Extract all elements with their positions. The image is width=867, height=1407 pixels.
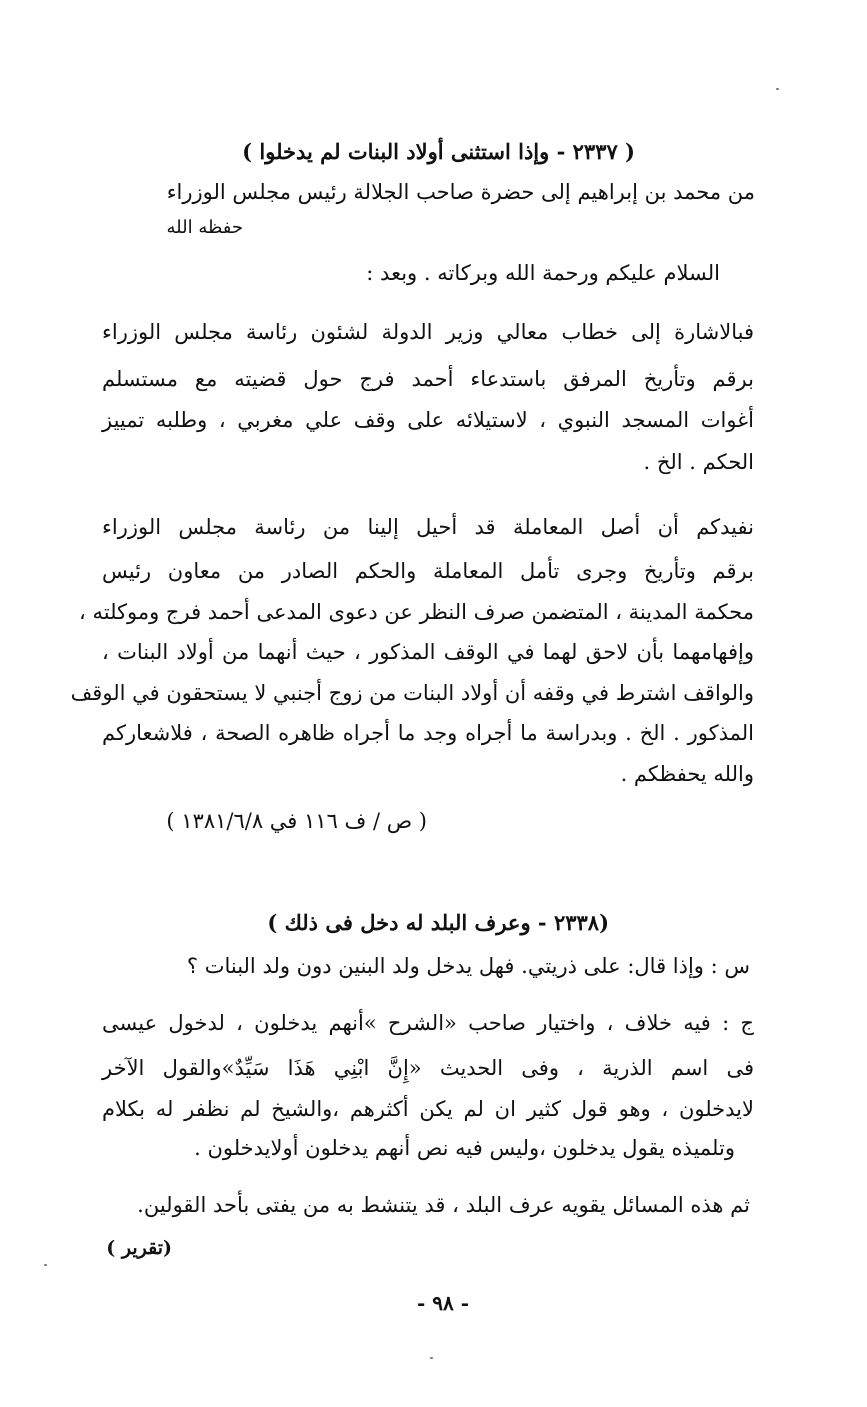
answer-line: لايدخلون ، وهو قول كثير ان لم يكن أكثرهم ،والشيخ لم نظفر له بكلام <box>102 1097 754 1121</box>
paragraph-line: والواقف اشترط في وقفه أن أولاد البنات من زوج أجنبي لا يستحقون في الوقف <box>70 681 754 705</box>
paragraph-line: نفيدكم أن أصل المعاملة قد أحيل إلينا من رئاسة مجلس الوزراء <box>102 515 754 539</box>
scan-speck <box>776 88 779 90</box>
paragraph-line: أغوات المسجد النبوي ، لاستيلائه على وقف علي مغربي ، وطلبه تمييز <box>102 408 754 432</box>
paragraph-line: برقم وتأريخ المرفق باستدعاء أحمد فرج حول قضيته مع مستسلم <box>102 367 754 391</box>
paragraph-line: برقم وتأريخ وجرى تأمل المعاملة والحكم الصادر من معاون رئيس <box>102 559 754 583</box>
address-line: حفظه الله <box>166 217 243 238</box>
paragraph-line: المذكور . الخ . وبدراسة ما أجراه وجد ما أجراه ظاهره الصحة ، فلاشعاركم <box>102 721 754 745</box>
paragraph-line: وإفهامهما بأن لاحق لهما في الوقف المذكور ، حيث أنهما من أولاد البنات ، <box>102 640 754 664</box>
paragraph-line: والله يحفظكم . <box>620 762 754 786</box>
source-tag: (تقرير ) <box>106 1237 172 1259</box>
section-heading-2338: (٢٣٣٨ - وعرف البلد له دخل فى ذلك ) <box>267 910 609 935</box>
question-line: س : وإذا قال: على ذريتي. فهل يدخل ولد البنين دون ولد البنات ؟ <box>186 954 750 978</box>
answer-line: وتلميذه يقول يدخلون ،وليس فيه نص أنهم يدخلون أولايدخلون . <box>194 1136 735 1160</box>
paragraph-line: فبالاشارة إلى خطاب معالي وزير الدولة لشئون رئاسة مجلس الوزراء <box>102 320 754 344</box>
page-number: - ٩٨ - <box>416 1291 469 1315</box>
paragraph-line: محكمة المدينة ، المتضمن صرف النظر عن دعوى المدعى أحمد فرج وموكلته ، <box>79 600 754 624</box>
greeting: السلام عليكم ورحمة الله وبركاته . وبعد : <box>366 261 720 285</box>
section-heading-2337: ( ٢٣٣٧ - وإذا استثنى أولاد البنات لم يدخلوا ) <box>242 139 635 164</box>
address-line: من محمد بن إبراهيم إلى حضرة صاحب الجلالة رئيس مجلس الوزراء <box>166 180 755 204</box>
source-reference: ( ص / ف ١١٦ في ١٣٨١/٦/٨ ) <box>166 809 427 833</box>
closing-line: ثم هذه المسائل يقويه عرف البلد ، قد يتنشط به من يفتى بأحد القولين. <box>137 1193 750 1217</box>
scan-speck <box>430 1357 433 1359</box>
scan-speck <box>44 1264 47 1266</box>
paragraph-line: الحكم . الخ . <box>643 450 754 474</box>
answer-line: ج : فيه خلاف ، واختيار صاحب «الشرح »أنهم يدخلون ، لدخول عيسى <box>102 1011 754 1035</box>
answer-line: فى اسم الذرية ، وفى الحديث «إِنَّ ابْنِي هَذَا سَيِّدٌ»والقول الآخر <box>102 1056 754 1080</box>
